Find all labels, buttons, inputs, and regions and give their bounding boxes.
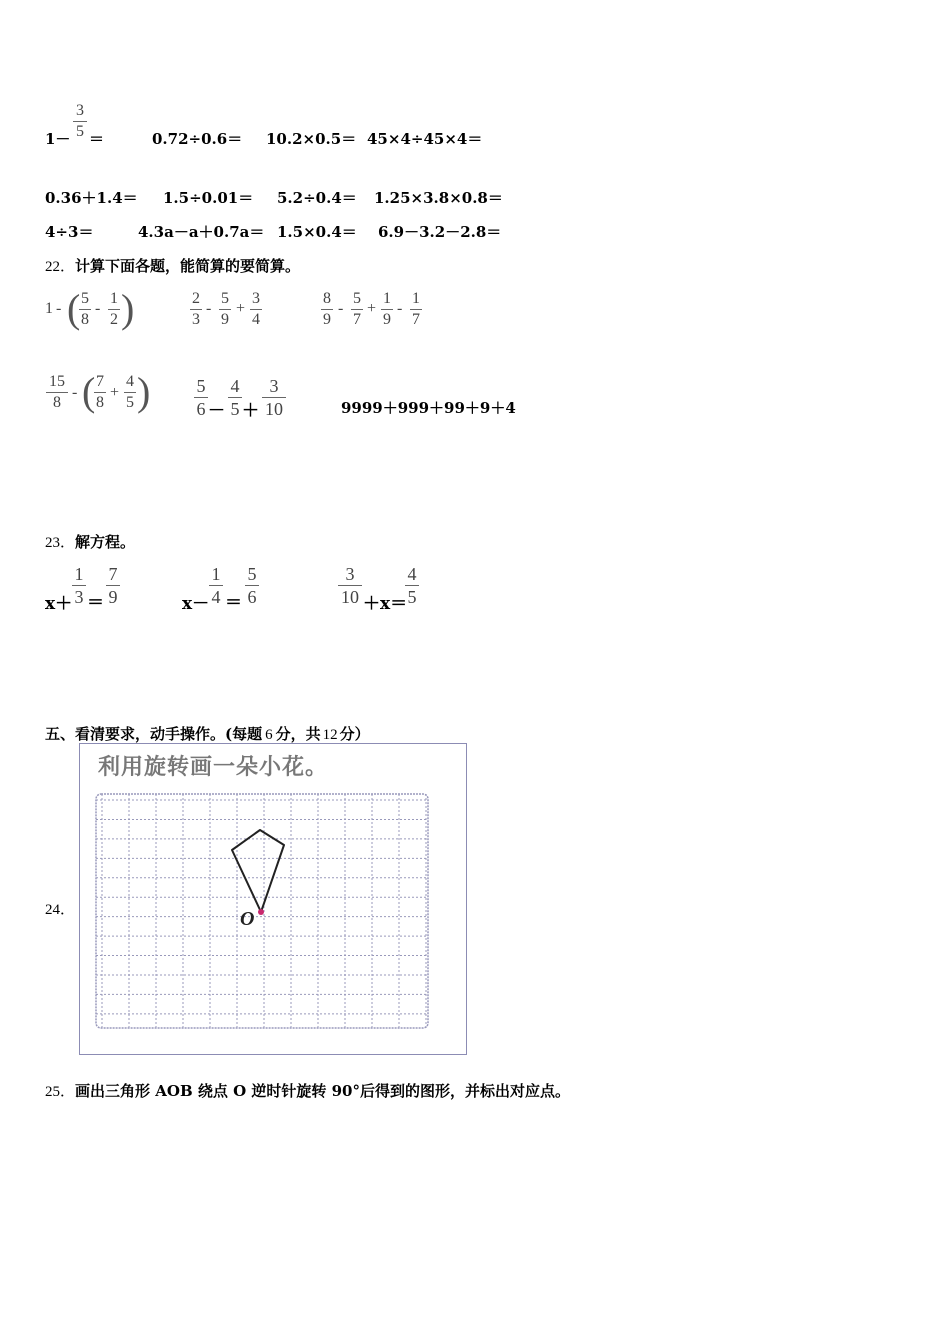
denominator: 3	[74, 587, 84, 607]
expr3-frac-a	[321, 291, 333, 328]
denominator: 7	[353, 311, 361, 328]
numerator: 5	[81, 290, 89, 307]
eq1-eq: ＝	[87, 593, 104, 612]
numerator: 1	[211, 564, 221, 584]
oral-row1-item2: 0.72÷0.6＝	[152, 130, 243, 148]
expr5-frac-c	[262, 377, 286, 418]
denominator: 8	[81, 311, 89, 328]
q22-heading	[45, 255, 300, 276]
oral-row3-item2: 4.3a－a＋0.7a＝	[138, 223, 265, 241]
fraction-bar	[79, 309, 91, 310]
expr6: 9999＋999＋99＋9＋4	[341, 399, 516, 417]
denominator: 5	[230, 399, 240, 419]
eq1-frac-b	[106, 565, 120, 606]
fraction-bar	[124, 392, 136, 393]
fraction-numerator: 3	[76, 102, 84, 119]
expr3-op1: -	[338, 300, 344, 317]
eq2-frac-a	[209, 565, 223, 606]
fraction-denominator: 5	[76, 123, 84, 140]
fraction-bar	[46, 392, 68, 393]
expr3-op2: +	[367, 300, 377, 317]
numerator: 8	[323, 290, 331, 307]
q25-heading	[45, 1080, 570, 1101]
expr4-right-paren: )	[137, 369, 151, 414]
oral-row2-item3: 5.2÷0.4＝	[277, 189, 357, 207]
eq2-frac-b	[245, 565, 259, 606]
q23-title: 解方程。	[75, 533, 136, 551]
expr1-minus: -	[56, 300, 62, 317]
oral-row3-item3: 1.5×0.4＝	[277, 223, 357, 241]
fraction-bar	[94, 392, 106, 393]
numerator: 15	[49, 373, 65, 390]
denominator: 2	[110, 311, 118, 328]
rotation-figure	[79, 743, 467, 1055]
numerator: 5	[196, 376, 206, 396]
fraction-bar	[106, 585, 120, 586]
score-total: 12	[322, 727, 338, 743]
eq3-mid: ＋x＝	[363, 594, 408, 614]
oral-row3-item4: 6.9－3.2－2.8＝	[378, 223, 502, 241]
expr5-frac-b	[228, 377, 242, 418]
numerator: 3	[252, 290, 260, 307]
denominator: 10	[341, 587, 359, 607]
numerator: 4	[407, 564, 417, 584]
section5-heading	[45, 723, 370, 744]
numerator: 5	[221, 290, 229, 307]
fraction-bar	[262, 397, 286, 398]
denominator: 9	[221, 311, 229, 328]
fraction-bar	[219, 309, 231, 310]
q22-title: 计算下面各题，能简算的要简算。	[75, 257, 301, 275]
numerator: 3	[269, 376, 279, 396]
score-each: 6	[265, 727, 273, 743]
expr2-frac-a	[190, 291, 202, 328]
grid-drawing	[80, 744, 466, 1054]
expr3-frac-d	[410, 291, 422, 328]
eq1-frac-a	[72, 565, 86, 606]
denominator: 5	[126, 394, 134, 411]
item1-prefix: 1－	[45, 130, 71, 148]
q25-number: 25．	[45, 1084, 76, 1100]
denominator: 4	[211, 587, 221, 607]
denominator: 5	[407, 587, 417, 607]
point-o-label: O	[240, 908, 255, 930]
denominator: 7	[412, 311, 420, 328]
q25-text: 画出三角形 AOB 绕点 O 逆时针旋转 90°后得到的图形，并标出对应点。	[75, 1082, 570, 1100]
numerator: 5	[353, 290, 361, 307]
expr3-op3: -	[397, 300, 403, 317]
expr4-op2: +	[110, 384, 120, 401]
expr3-frac-b	[351, 291, 363, 328]
expr2-frac-c	[250, 291, 262, 328]
figure-caption: 利用旋转画一朵小花。	[98, 755, 329, 780]
fraction-bar	[228, 397, 242, 398]
fraction-bar	[108, 309, 120, 310]
denominator: 3	[192, 311, 200, 328]
oral-row1-item1	[45, 128, 70, 149]
expr2-frac-b	[219, 291, 231, 328]
fraction-bar	[72, 585, 86, 586]
eq3-frac-b	[405, 565, 419, 606]
q23-number: 23．	[45, 535, 76, 551]
numerator: 1	[412, 290, 420, 307]
fraction-bar	[405, 585, 419, 586]
numerator: 7	[96, 373, 104, 390]
eq1-lhs: x＋	[45, 594, 73, 614]
denominator: 4	[252, 311, 260, 328]
oral-row1-item3: 10.2×0.5＝	[266, 130, 357, 148]
denominator: 9	[323, 311, 331, 328]
expr4-op1: -	[72, 384, 78, 401]
expr1-frac-b	[108, 291, 120, 328]
expr1-right-paren: )	[121, 286, 135, 331]
expr1-op: -	[95, 300, 101, 317]
item1-suffix: ＝	[89, 130, 105, 148]
numerator: 1	[383, 290, 391, 307]
q24-number-text: 24．	[45, 902, 76, 918]
denominator: 8	[53, 394, 61, 411]
heading-post: 分）	[339, 725, 370, 743]
fraction-bar	[351, 309, 363, 310]
expr4-frac-c	[124, 374, 136, 411]
expr1-frac-a	[79, 291, 91, 328]
oral-row1-item4: 45×4÷45×4＝	[367, 130, 483, 148]
fraction-bar	[381, 309, 393, 310]
expr1-one: 1	[45, 300, 53, 317]
oral-row2-item4: 1.25×3.8×0.8＝	[374, 189, 503, 207]
denominator: 6	[247, 587, 257, 607]
denominator: 8	[96, 394, 104, 411]
fraction-bar	[209, 585, 223, 586]
expr5-op2: ＋	[242, 401, 259, 420]
q22-number: 22．	[45, 259, 76, 275]
heading-pre: 五、看清要求，动手操作。(每题	[45, 725, 263, 743]
expr4-frac-a	[46, 374, 68, 411]
fraction-bar	[410, 309, 422, 310]
oral-row2-item1: 0.36＋1.4＝	[45, 189, 138, 207]
expr4-frac-b	[94, 374, 106, 411]
eq2-lhs: x－	[182, 594, 210, 614]
eq3-frac-a	[338, 565, 362, 606]
q24-number	[45, 898, 75, 919]
heading-mid: 分，共	[275, 725, 321, 743]
kite-shape	[232, 830, 284, 912]
numerator: 3	[345, 564, 355, 584]
numerator: 7	[108, 564, 118, 584]
eq2-eq: ＝	[225, 593, 242, 612]
fraction-bar	[194, 397, 208, 398]
expr5-op1: －	[208, 401, 225, 420]
fraction-bar	[250, 309, 262, 310]
numerator: 1	[74, 564, 84, 584]
denominator: 6	[196, 399, 206, 419]
expr2-op2: +	[236, 300, 246, 317]
denominator: 9	[383, 311, 391, 328]
numerator: 4	[230, 376, 240, 396]
fraction-bar	[245, 585, 259, 586]
rotation-center-point	[258, 909, 264, 915]
fraction-bar	[73, 121, 87, 122]
numerator: 4	[126, 373, 134, 390]
expr2-op1: -	[206, 300, 212, 317]
numerator: 2	[192, 290, 200, 307]
expr4-left-paren: (	[82, 369, 96, 414]
denominator: 10	[265, 399, 283, 419]
fraction-bar	[321, 309, 333, 310]
fraction-3-5	[73, 103, 87, 140]
numerator: 5	[247, 564, 257, 584]
fraction-bar	[338, 585, 362, 586]
oral-row3-item1: 4÷3＝	[45, 223, 94, 241]
expr1-left-paren: (	[67, 286, 81, 331]
denominator: 9	[108, 587, 118, 607]
numerator: 1	[110, 290, 118, 307]
q23-heading	[45, 531, 135, 552]
expr5-frac-a	[194, 377, 208, 418]
expr3-frac-c	[381, 291, 393, 328]
fraction-bar	[190, 309, 202, 310]
oral-row2-item2: 1.5÷0.01＝	[163, 189, 254, 207]
